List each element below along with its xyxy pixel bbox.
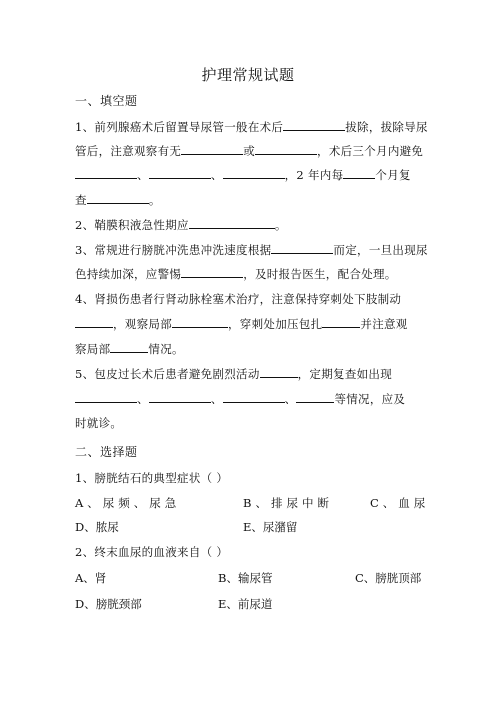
question-1-line-2: 管后，注意观察有无 或 ，术后三个月内避免 — [75, 144, 424, 158]
choice-2-option-d[interactable]: D、膀胱颈部 — [75, 597, 142, 611]
question-1-line-4: 查 。 — [75, 193, 161, 207]
answer-blank[interactable] — [223, 167, 285, 179]
choice-question-2-stem: 2、终末血尿的血液来自（ ） — [75, 545, 229, 559]
section-heading-multiple-choice: 二、选择题 — [75, 445, 138, 459]
question-1-line-3: 、 、 ，2 年内每 个月复 — [75, 167, 425, 183]
question-5-line-2: 、 、 、 等情况，应及 — [75, 391, 425, 407]
answer-blank[interactable] — [223, 391, 285, 403]
answer-blank[interactable] — [181, 143, 243, 155]
answer-blank[interactable] — [87, 192, 149, 204]
question-5-line-3: 时就诊。 — [75, 416, 123, 430]
answer-blank[interactable] — [181, 266, 243, 278]
question-3-line-2: 色持续加深，应警惕 ，及时报告医生，配合处理。 — [75, 267, 397, 281]
section-heading-fill-in: 一、填空题 — [75, 94, 138, 108]
choice-1-option-c[interactable]: C、血尿 — [370, 496, 430, 510]
answer-blank[interactable] — [75, 391, 137, 403]
answer-blank[interactable] — [271, 242, 333, 254]
answer-blank[interactable] — [75, 167, 137, 179]
answer-blank[interactable] — [260, 366, 298, 378]
choice-question-1-stem: 1、膀胱结石的典型症状（ ） — [75, 471, 229, 485]
choice-2-option-a[interactable]: A、肾 — [75, 571, 107, 585]
answer-blank[interactable] — [343, 167, 375, 179]
question-1-line-1: 1、前列腺癌术后留置导尿管一般在术后 拔除，拔除导尿 — [75, 120, 428, 134]
answer-blank[interactable] — [296, 391, 334, 403]
answer-blank[interactable] — [189, 217, 275, 229]
answer-blank[interactable] — [172, 316, 228, 328]
choice-1-option-e[interactable]: E、尿潴留 — [243, 520, 298, 534]
choice-2-option-e[interactable]: E、前尿道 — [218, 597, 273, 611]
answer-blank[interactable] — [283, 119, 345, 131]
question-5-line-1: 5、包皮过长术后患者避免剧烈活动 ，定期复查如出现 — [75, 367, 393, 381]
answer-blank[interactable] — [149, 167, 211, 179]
answer-blank[interactable] — [75, 316, 113, 328]
question-4-line-3: 察局部 情况。 — [75, 342, 184, 356]
question-4-line-1: 4、肾损伤患者行肾动脉栓塞术治疗，注意保持穿刺处下肢制动 — [75, 292, 402, 306]
question-4-line-2: ，观察局部 ，穿刺处加压包扎 并注意观 — [75, 316, 425, 332]
answer-blank[interactable] — [322, 316, 360, 328]
answer-blank[interactable] — [149, 391, 211, 403]
choice-1-option-d[interactable]: D、脓尿 — [75, 520, 119, 534]
answer-blank[interactable] — [110, 341, 148, 353]
choice-1-option-a[interactable]: A、尿频、尿急 — [75, 496, 181, 510]
question-3-line-1: 3、常规进行膀胱冲洗患冲洗速度根据 而定，一旦出现尿 — [75, 243, 428, 257]
question-2: 2、鞘膜积液急性期应 。 — [75, 218, 287, 232]
answer-blank[interactable] — [255, 143, 317, 155]
choice-2-option-b[interactable]: B、输尿管 — [218, 571, 273, 585]
choice-1-option-b[interactable]: B、排尿中断 — [243, 496, 333, 510]
page-title: 护理常规试题 — [201, 66, 295, 84]
choice-2-option-c[interactable]: C、膀胱顶部 — [355, 571, 422, 585]
